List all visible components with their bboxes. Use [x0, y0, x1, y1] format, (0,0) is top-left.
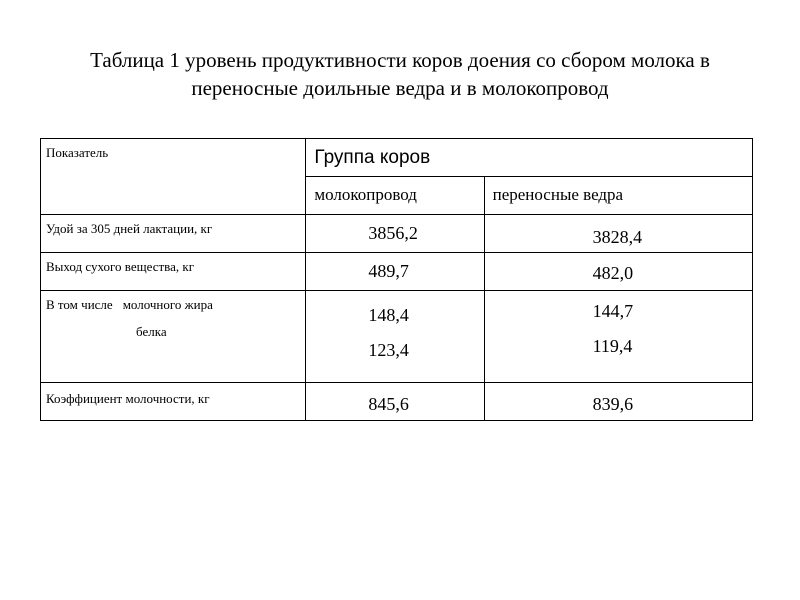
header-cow-group: Группа коров [306, 139, 753, 177]
title-line-2: переносные доильные ведра и в молокопровод [191, 76, 609, 100]
cell-buckets: 482,0 [484, 253, 752, 291]
cell-pipeline-fat: 148,4 [368, 305, 409, 325]
cell-pipeline: 3856,2 [306, 215, 484, 253]
title-line-1: Таблица 1 уровень продуктивности коров доения со сбором молока в [90, 48, 710, 72]
productivity-table [40, 138, 753, 421]
cell-buckets-fat: 144,7 [592, 301, 634, 321]
cell-buckets: 839,6 [484, 383, 752, 421]
cell-buckets-composite [484, 291, 752, 383]
table-title [40, 46, 760, 102]
table-row [41, 253, 753, 291]
header-pipeline: молокопровод [306, 177, 484, 215]
cell-pipeline-composite [306, 291, 484, 383]
row-label: Коэффициент молочности, кг [41, 383, 306, 421]
table-header-row [41, 139, 753, 177]
cell-buckets-protein: 119,4 [592, 336, 633, 356]
cell-pipeline: 489,7 [306, 253, 484, 291]
row-label: Выход сухого вещества, кг [41, 253, 306, 291]
row-sublabel-fat: молочного жира [122, 297, 213, 312]
row-label: Удой за 305 дней лактации, кг [41, 215, 306, 253]
row-label-composite [41, 291, 306, 383]
row-sublabel-protein: белка [136, 324, 167, 339]
table-row [41, 215, 753, 253]
header-buckets: переносные ведра [484, 177, 752, 215]
table-row [41, 291, 753, 383]
table-row [41, 383, 753, 421]
row-label: В том числе [46, 297, 113, 312]
cell-buckets: 3828,4 [484, 215, 752, 253]
cell-pipeline: 845,6 [306, 383, 484, 421]
header-indicator: Показатель [41, 139, 306, 215]
cell-pipeline-protein: 123,4 [368, 340, 409, 360]
